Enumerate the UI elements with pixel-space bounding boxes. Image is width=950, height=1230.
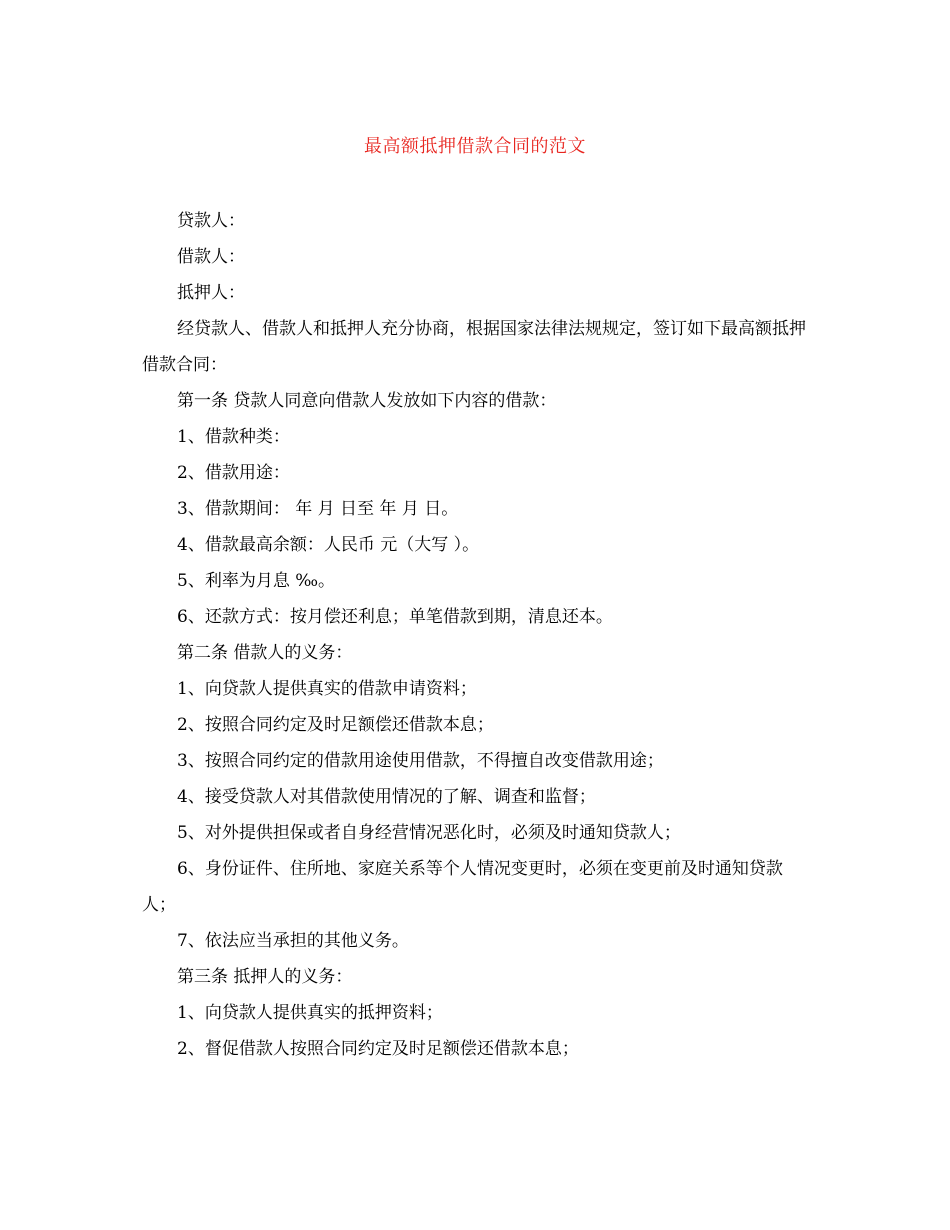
article-1-item-4: 4、借款最高余额：人民币 元（大写 ）。 <box>177 535 480 555</box>
paragraph-mortgagor: 抵押人： <box>177 283 245 303</box>
article-1-heading: 第一条 贷款人同意向借款人发放如下内容的借款： <box>177 391 557 411</box>
document-title: 最高额抵押借款合同的范文 <box>364 136 586 157</box>
article-2-item-3: 3、按照合同约定的借款用途使用借款，不得擅自改变借款用途； <box>177 751 664 771</box>
document-body <box>142 203 812 1067</box>
paragraph-borrower: 借款人： <box>177 247 245 267</box>
article-2-heading: 第二条 借款人的义务： <box>177 643 353 663</box>
paragraph-preamble: 经贷款人、借款人和抵押人充分协商，根据国家法律法规规定，签订如下最高额抵押借款合同： <box>142 319 806 375</box>
article-1-item-6: 6、还款方式：按月偿还利息；单笔借款到期，清息还本。 <box>177 607 613 627</box>
article-1-item-5: 5、利率为月息 ‰。 <box>177 571 336 591</box>
article-3-item-2: 2、督促借款人按照合同约定及时足额偿还借款本息； <box>177 1039 579 1059</box>
article-2-item-1: 1、向贷款人提供真实的借款申请资料； <box>177 679 477 699</box>
article-2-item-7: 7、依法应当承担的其他义务。 <box>177 931 409 951</box>
article-3-heading: 第三条 抵押人的义务： <box>177 967 353 987</box>
article-3-item-1: 1、向贷款人提供真实的抵押资料； <box>177 1003 443 1023</box>
article-1-item-1: 1、借款种类： <box>177 427 290 447</box>
article-2-item-4: 4、接受贷款人对其借款使用情况的了解、调查和监督； <box>177 787 596 807</box>
article-2-item-2: 2、按照合同约定及时足额偿还借款本息； <box>177 715 494 735</box>
article-2-item-5: 5、对外提供担保或者自身经营情况恶化时，必须及时通知贷款人； <box>177 823 681 843</box>
paragraph-lender: 贷款人： <box>177 211 245 231</box>
article-1-item-3: 3、借款期间： 年 月 日至 年 月 日。 <box>177 499 459 519</box>
article-2-item-6: 6、身份证件、住所地、家庭关系等个人情况变更时，必须在变更前及时通知贷款人； <box>142 859 783 915</box>
article-1-item-2: 2、借款用途： <box>177 463 290 483</box>
